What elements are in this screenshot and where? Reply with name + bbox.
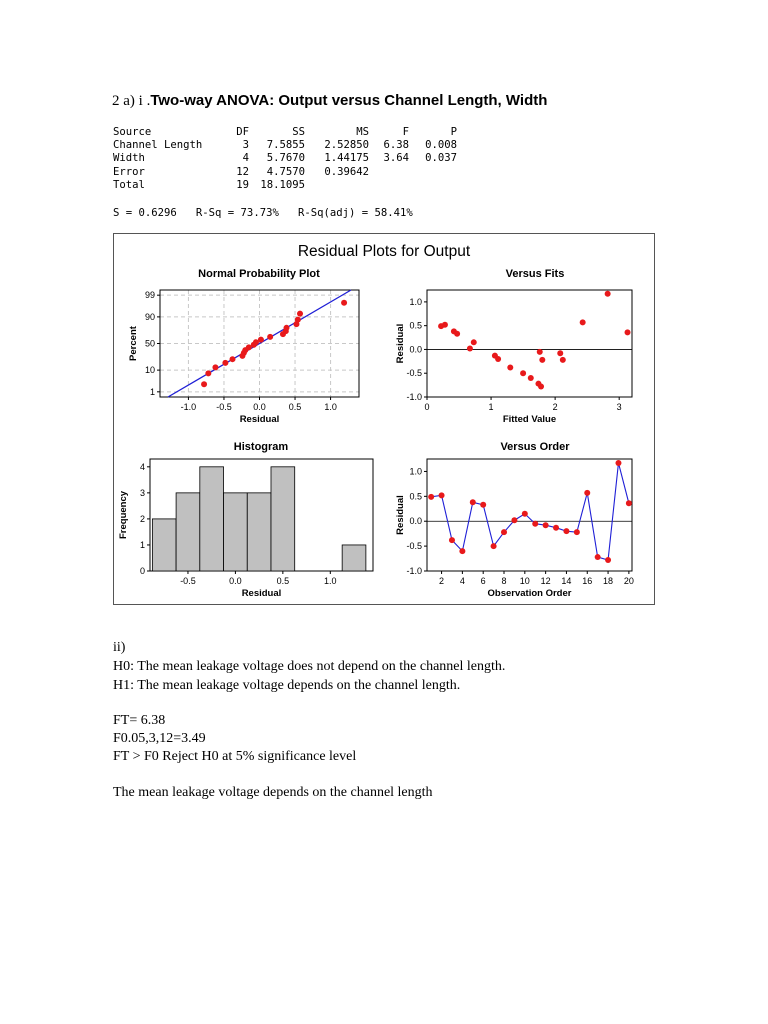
part-label: ii) <box>113 640 126 655</box>
x-axis-label: Residual <box>239 414 280 425</box>
data-point <box>222 360 228 366</box>
data-point <box>625 329 631 335</box>
figure-title: Residual Plots for Output <box>297 243 471 260</box>
anova-row <box>113 179 457 192</box>
x-tick-label: 6 <box>480 576 486 586</box>
anova-header-row <box>113 126 457 139</box>
panel-title: Normal Probability Plot <box>198 268 320 280</box>
data-point <box>543 522 549 528</box>
histogram-bar <box>342 545 366 571</box>
data-point <box>553 525 559 531</box>
panel-title: Versus Fits <box>505 268 565 280</box>
y-tick-label: 0.0 <box>409 516 422 527</box>
y-tick-label: 0 <box>139 566 145 576</box>
y-axis-label: Residual <box>395 323 406 364</box>
data-point <box>454 331 460 337</box>
x-tick-label: 14 <box>561 576 572 586</box>
anova-cell: 3 <box>242 139 249 152</box>
y-tick-label: 1.0 <box>409 296 422 307</box>
anova-cell: 6.38 <box>383 139 409 152</box>
y-tick-label: 10 <box>144 365 155 376</box>
anova-header-cell: SS <box>292 126 305 138</box>
x-tick-label: 8 <box>501 576 507 586</box>
data-point <box>528 375 534 381</box>
y-tick-label: 4 <box>139 461 145 472</box>
conclusion: The mean leakage voltage depends on the channel length <box>113 785 433 800</box>
anova-header-cell: P <box>450 126 457 138</box>
x-tick-label: 1.0 <box>324 576 337 586</box>
anova-cell <box>305 179 369 192</box>
data-point <box>615 460 621 466</box>
anova-row <box>113 152 457 165</box>
y-axis-label: Percent <box>128 326 139 361</box>
data-point <box>532 521 538 527</box>
critical-value: F0.05,3,12=3.49 <box>113 731 206 746</box>
anova-cell <box>369 179 409 192</box>
data-point <box>229 356 235 362</box>
data-point <box>480 502 486 508</box>
data-point <box>284 325 290 331</box>
anova-cell: 2.52850 <box>324 139 369 152</box>
data-point <box>258 337 264 343</box>
anova-cell: Channel Length <box>113 139 203 152</box>
y-tick-label: 90 <box>144 311 155 322</box>
y-tick-label: 2 <box>139 513 145 524</box>
data-point <box>205 370 211 376</box>
alternative-hypothesis: H1: The mean leakage voltage depends on the channel length. <box>113 678 461 693</box>
y-tick-label: 1 <box>139 539 145 550</box>
data-point <box>560 357 566 363</box>
data-point <box>511 517 517 523</box>
anova-cell: Width <box>113 152 145 165</box>
x-tick-label: 12 <box>540 576 551 586</box>
x-axis-label: Residual <box>241 588 282 599</box>
y-axis-label: Frequency <box>118 490 129 540</box>
anova-cell: 18.1095 <box>260 178 305 191</box>
data-point <box>341 300 347 306</box>
x-tick-label: 0.5 <box>276 576 290 586</box>
x-tick-label: -0.5 <box>180 576 196 586</box>
data-point <box>467 345 473 351</box>
data-point <box>201 381 207 387</box>
x-tick-label: 1 <box>488 402 494 412</box>
data-point <box>522 511 528 517</box>
histogram-bar <box>224 493 248 571</box>
section-heading <box>112 92 547 110</box>
histogram-bar <box>152 519 176 571</box>
y-tick-label: 0.5 <box>409 491 422 502</box>
y-tick-label: -0.5 <box>406 541 422 552</box>
x-tick-label: 18 <box>603 576 614 586</box>
data-point <box>212 364 218 370</box>
anova-header-cell: MS <box>356 126 369 138</box>
data-point <box>557 350 563 356</box>
data-point <box>595 554 601 560</box>
data-point <box>495 356 501 362</box>
x-tick-label: 20 <box>623 576 634 586</box>
x-tick-label: 16 <box>582 576 593 586</box>
anova-cell: 1.44175 <box>324 152 369 165</box>
data-point <box>459 548 465 554</box>
residual-plots-figure <box>113 233 655 605</box>
x-tick-label: 3 <box>616 402 622 412</box>
x-axis-label: Observation Order <box>487 588 572 599</box>
y-tick-label: -1.0 <box>406 566 422 576</box>
y-tick-label: -1.0 <box>406 392 422 402</box>
x-tick-label: 2 <box>552 402 558 412</box>
anova-table-block <box>113 126 457 192</box>
anova-header-cell: DF <box>236 126 249 138</box>
y-axis-label: Residual <box>395 495 406 535</box>
anova-cell: 0.008 <box>425 139 457 152</box>
y-tick-label: 3 <box>139 487 145 498</box>
histogram-bar <box>271 467 295 571</box>
anova-table <box>113 126 457 192</box>
panel-title: Versus Order <box>500 441 570 453</box>
y-tick-label: 50 <box>144 338 155 349</box>
anova-row <box>113 139 457 152</box>
anova-cell <box>409 179 457 192</box>
data-point <box>471 339 477 345</box>
anova-cell: Total <box>113 178 145 191</box>
x-tick-label: 0 <box>424 402 430 412</box>
anova-header-cell: Source <box>113 126 152 138</box>
anova-cell: 12 <box>236 165 249 178</box>
data-point <box>491 543 497 549</box>
data-point <box>563 528 569 534</box>
x-axis-label: Fitted Value <box>502 414 557 425</box>
anova-cell: 7.5855 <box>266 139 305 152</box>
anova-header-cell: F <box>402 126 409 138</box>
model-summary: S = 0.6296 R-Sq = 73.73% R-Sq(adj) = 58.41% <box>113 207 413 219</box>
data-point <box>626 500 632 506</box>
x-tick-label: 2 <box>439 576 445 586</box>
decision: FT > F0 Reject H0 at 5% significance level <box>113 749 357 764</box>
x-tick-label: 4 <box>459 576 465 586</box>
data-point <box>538 384 544 390</box>
x-tick-label: -1.0 <box>180 402 197 412</box>
y-tick-label: 0.5 <box>409 320 422 331</box>
data-point <box>267 334 273 340</box>
anova-cell: 5.7670 <box>266 152 305 165</box>
anova-cell: 4.7570 <box>266 165 305 178</box>
histogram-bar <box>176 493 200 571</box>
anova-cell <box>369 166 409 179</box>
null-hypothesis: H0: The mean leakage voltage does not depend on the channel length. <box>113 659 506 674</box>
data-point <box>470 499 476 505</box>
data-point <box>539 357 545 363</box>
y-tick-label: 1.0 <box>409 466 422 477</box>
x-tick-label: 0.5 <box>288 402 302 412</box>
section-title: Two-way ANOVA: Output versus Channel Length, Width <box>150 92 548 109</box>
data-point <box>442 322 448 328</box>
y-tick-label: 99 <box>144 290 155 301</box>
data-point <box>584 490 590 496</box>
data-point <box>574 529 580 535</box>
panel-title: Histogram <box>233 441 289 453</box>
data-point <box>507 365 513 371</box>
anova-cell: 0.39642 <box>324 165 369 178</box>
data-point <box>449 537 455 543</box>
x-tick-label: 0.0 <box>253 402 266 412</box>
data-point <box>297 311 303 317</box>
histogram-bar <box>200 467 224 571</box>
x-tick-label: 1.0 <box>324 402 337 412</box>
histogram-bar <box>247 493 271 571</box>
data-point <box>537 349 543 355</box>
y-tick-label: -0.5 <box>406 368 422 379</box>
test-statistic: FT= 6.38 <box>113 713 166 728</box>
data-point <box>439 492 445 498</box>
x-tick-label: 0.0 <box>229 576 242 586</box>
anova-cell: 19 <box>236 178 249 191</box>
data-point <box>501 529 507 535</box>
anova-cell: 0.037 <box>425 152 457 165</box>
x-tick-label: -0.5 <box>216 402 232 412</box>
x-tick-label: 10 <box>519 576 530 586</box>
data-point <box>605 291 611 297</box>
data-point <box>605 557 611 563</box>
y-tick-label: 1 <box>149 386 155 397</box>
anova-cell: Error <box>113 165 145 178</box>
anova-cell: 4 <box>242 152 249 165</box>
section-number: 2 a) i . <box>112 93 151 109</box>
data-point <box>520 370 526 376</box>
anova-row <box>113 166 457 179</box>
data-point <box>580 319 586 325</box>
anova-cell: 3.64 <box>383 152 409 165</box>
data-point <box>428 494 434 500</box>
data-point <box>295 317 301 323</box>
anova-cell <box>409 166 457 179</box>
y-tick-label: 0.0 <box>409 344 422 355</box>
